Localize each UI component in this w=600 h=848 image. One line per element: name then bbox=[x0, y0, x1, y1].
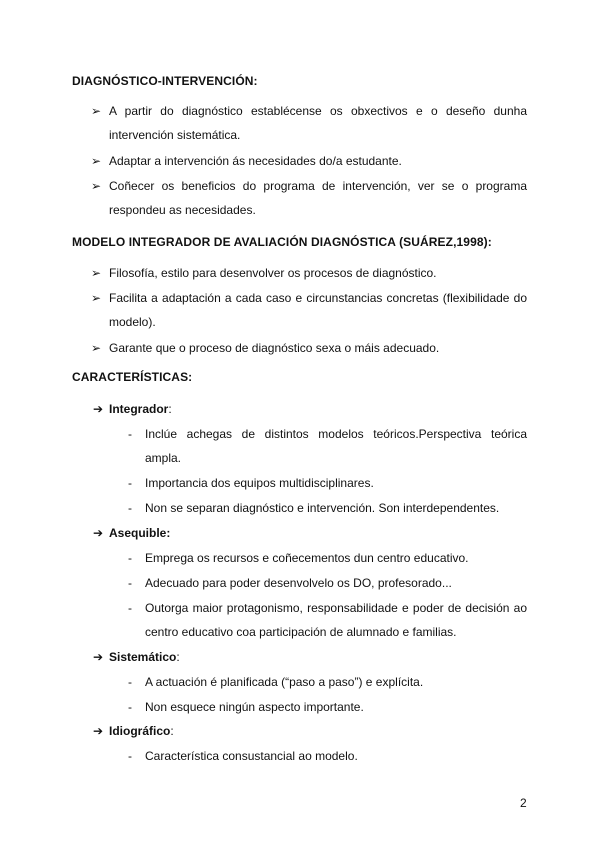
arrow-icon: ➔ bbox=[93, 526, 104, 540]
section-heading-diagnostico: DIAGNÓSTICO-INTERVENCIÓN: bbox=[72, 74, 258, 88]
group-title-colon: : bbox=[170, 724, 174, 738]
dash-icon: - bbox=[128, 749, 132, 763]
dash-icon: - bbox=[128, 427, 132, 441]
group-title-text: Integrador bbox=[109, 402, 169, 416]
list-item-text: Garante que o proceso de diagnóstico sexa o máis adecuado. bbox=[109, 341, 440, 355]
group-title-asequible bbox=[109, 526, 170, 540]
bullet-icon: ➢ bbox=[91, 266, 102, 280]
dash-icon: - bbox=[128, 501, 132, 515]
arrow-icon: ➔ bbox=[93, 724, 104, 738]
list-item-text: Emprega os recursos e coñecementos dun centro educativo. bbox=[145, 551, 469, 565]
list-item-text: Facilita a adaptación a cada caso e circunstancias concretas (flexibilidade do bbox=[109, 291, 527, 305]
arrow-icon: ➔ bbox=[93, 402, 104, 416]
list-item-text: Non se separan diagnóstico e intervención. Son interdependentes. bbox=[145, 501, 500, 515]
dash-icon: - bbox=[128, 601, 132, 615]
list-item-text: Adaptar a intervención ás necesidades do/a estudante. bbox=[109, 154, 402, 168]
bullet-icon: ➢ bbox=[91, 291, 102, 305]
dash-icon: - bbox=[128, 576, 132, 590]
group-title-text: Sistemático bbox=[109, 650, 177, 664]
list-item-text: Outorga maior protagonismo, responsabilidade e poder de decisión ao bbox=[145, 601, 527, 615]
group-title-colon: : bbox=[168, 402, 172, 416]
bullet-icon: ➢ bbox=[91, 179, 102, 193]
list-item-text: respondeu as necesidades. bbox=[109, 203, 256, 217]
list-item-text: Importancia dos equipos multidisciplinares. bbox=[145, 476, 374, 490]
bullet-icon: ➢ bbox=[91, 104, 102, 118]
list-item-text: Coñecer os beneficios do programa de intervención, ver se o programa bbox=[109, 179, 527, 193]
list-item-text: modelo). bbox=[109, 315, 156, 329]
bullet-icon: ➢ bbox=[91, 154, 102, 168]
dash-icon: - bbox=[128, 675, 132, 689]
list-item-text: Adecuado para poder desenvolvelo os DO, profesorado... bbox=[145, 576, 452, 590]
list-item-text: intervención sistemática. bbox=[109, 128, 241, 142]
group-title-text: Asequible: bbox=[109, 526, 171, 540]
dash-icon: - bbox=[128, 476, 132, 490]
group-title-colon: : bbox=[176, 650, 180, 664]
list-item-text: Filosofía, estilo para desenvolver os procesos de diagnóstico. bbox=[109, 266, 437, 280]
group-title-idiografico bbox=[109, 724, 174, 738]
section-heading-modelo: MODELO INTEGRADOR DE AVALIACIÓN DIAGNÓSTICA (SUÁREZ,1998): bbox=[72, 235, 492, 249]
group-title-sistematico bbox=[109, 650, 180, 664]
list-item-text: centro educativo coa participación de alumnado e familias. bbox=[145, 625, 457, 639]
list-item-text: ampla. bbox=[145, 451, 182, 465]
section-heading-caracteristicas: CARACTERÍSTICAS: bbox=[72, 370, 193, 384]
bullet-icon: ➢ bbox=[91, 341, 102, 355]
list-item-text: A actuación é planificada (“paso a paso”) e explícita. bbox=[145, 675, 424, 689]
dash-icon: - bbox=[128, 551, 132, 565]
group-title-integrador bbox=[109, 402, 172, 416]
list-item-text: Inclúe achegas de distintos modelos teóricos.Perspectiva teórica bbox=[145, 427, 527, 441]
arrow-icon: ➔ bbox=[93, 650, 104, 664]
page-number: 2 bbox=[520, 796, 527, 810]
group-title-text: Idiográfico bbox=[109, 724, 171, 738]
dash-icon: - bbox=[128, 700, 132, 714]
list-item-text: Non esquece ningún aspecto importante. bbox=[145, 700, 364, 714]
list-item-text: A partir do diagnóstico establécense os obxectivos e o deseño dunha bbox=[109, 104, 527, 118]
list-item-text: Característica consustancial ao modelo. bbox=[145, 749, 358, 763]
